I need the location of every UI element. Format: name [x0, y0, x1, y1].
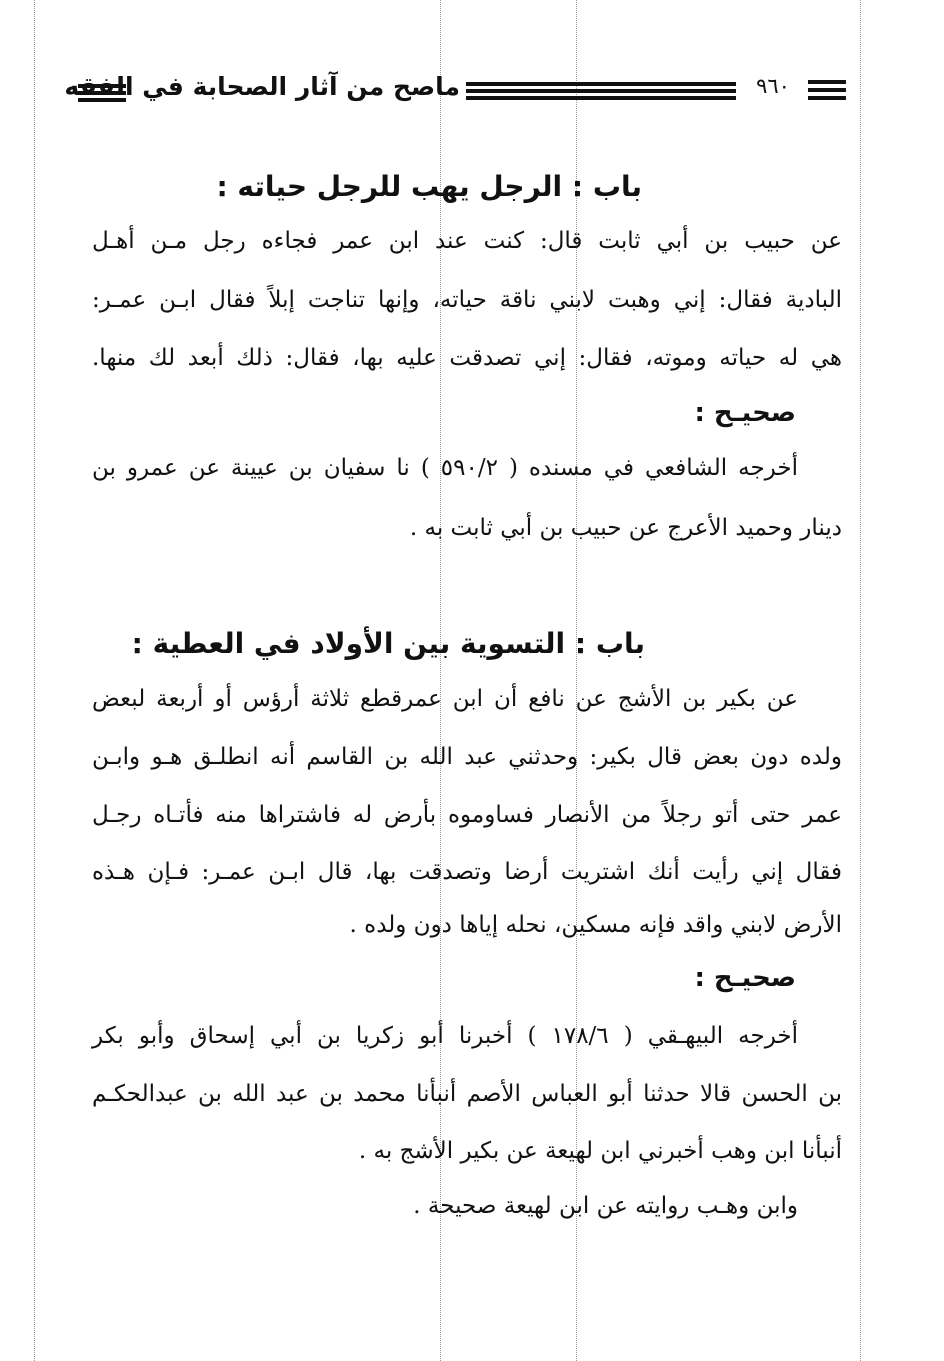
scan-guide-line: [860, 0, 861, 1361]
text-line: البادية فقال: إني وهبت لابني ناقة حياته، وإنها تناجت إبلاً فقال ابـن عمـر:: [92, 287, 842, 313]
takhrij-line: أنبأنا ابن وهب أخبرني ابن لهيعة عن بكير الأشج به .: [358, 1138, 842, 1164]
header-rule: [808, 96, 846, 100]
header-rule: [808, 80, 846, 84]
section-heading: باب : التسوية بين الأولاد في العطية :: [131, 627, 645, 660]
text-line: هي له حياته وموته، فقال: إني تصدقت عليه بها، فقال: ذلك أبعد لك منها.: [92, 345, 842, 371]
takhrij-line: دينار وحميد الأعرج عن حبيب بن أبي ثابت به .: [409, 515, 842, 541]
text-line: الأرض لابني واقد فإنه مسكين، نحله إياها دون ولده .: [349, 912, 842, 938]
takhrij-line: أخرجه الشافعي في مسنده ( ٥٩٠/٢ ) نا سفيان بن عيينة عن عمرو بن: [92, 455, 798, 481]
takhrij-line: أخرجه البيهـقي ( ١٧٨/٦ ) أخبرنا أبو زكريا بن أبي إسحاق وأبو بكر: [92, 1023, 798, 1049]
grading-label: صحيـح :: [694, 963, 796, 993]
header-rule: [466, 89, 736, 93]
header-rule: [466, 96, 736, 100]
text-line: عن حبيب بن أبي ثابت قال: كنت عند ابن عمر فجاءه رجل مـن أهـل: [92, 228, 842, 254]
book-title: ماصح من آثار الصحابة في الفقه: [64, 72, 460, 101]
page-number: ٩٦٠: [756, 74, 790, 98]
running-header: [64, 70, 850, 110]
header-rule: [808, 88, 846, 92]
scan-guide-line: [34, 0, 35, 1361]
grading-label: صحيـح :: [694, 398, 796, 428]
section-heading: باب : الرجل يهب للرجل حياته :: [216, 170, 642, 203]
header-rule: [466, 82, 736, 86]
text-line: عن بكير بن الأشج عن نافع أن ابن عمرقطع ثلاثة أرؤس أو أربعة لبعض: [92, 686, 798, 712]
takhrij-line: بن الحسن قالا حدثنا أبو العباس الأصم أنبأنا محمد بن عبد الله بن عبدالحكـم: [92, 1081, 842, 1107]
takhrij-line: وابن وهـب روايته عن ابن لهيعة صحيحة .: [413, 1193, 798, 1219]
text-line: فقال إني رأيت أنك اشتريت أرضا وتصدقت بها، قال ابـن عمـر: فـإن هـذه: [92, 859, 842, 885]
text-line: عمر حتى أتو رجلاً من الأنصار فساوموه بأرض له فاشتراها منه فأتـاه رجـل: [92, 802, 842, 828]
text-line: ولده دون بعض قال بكير: وحدثني عبد الله بن القاسم أنه انطلـق هـو وابـن: [92, 744, 842, 770]
